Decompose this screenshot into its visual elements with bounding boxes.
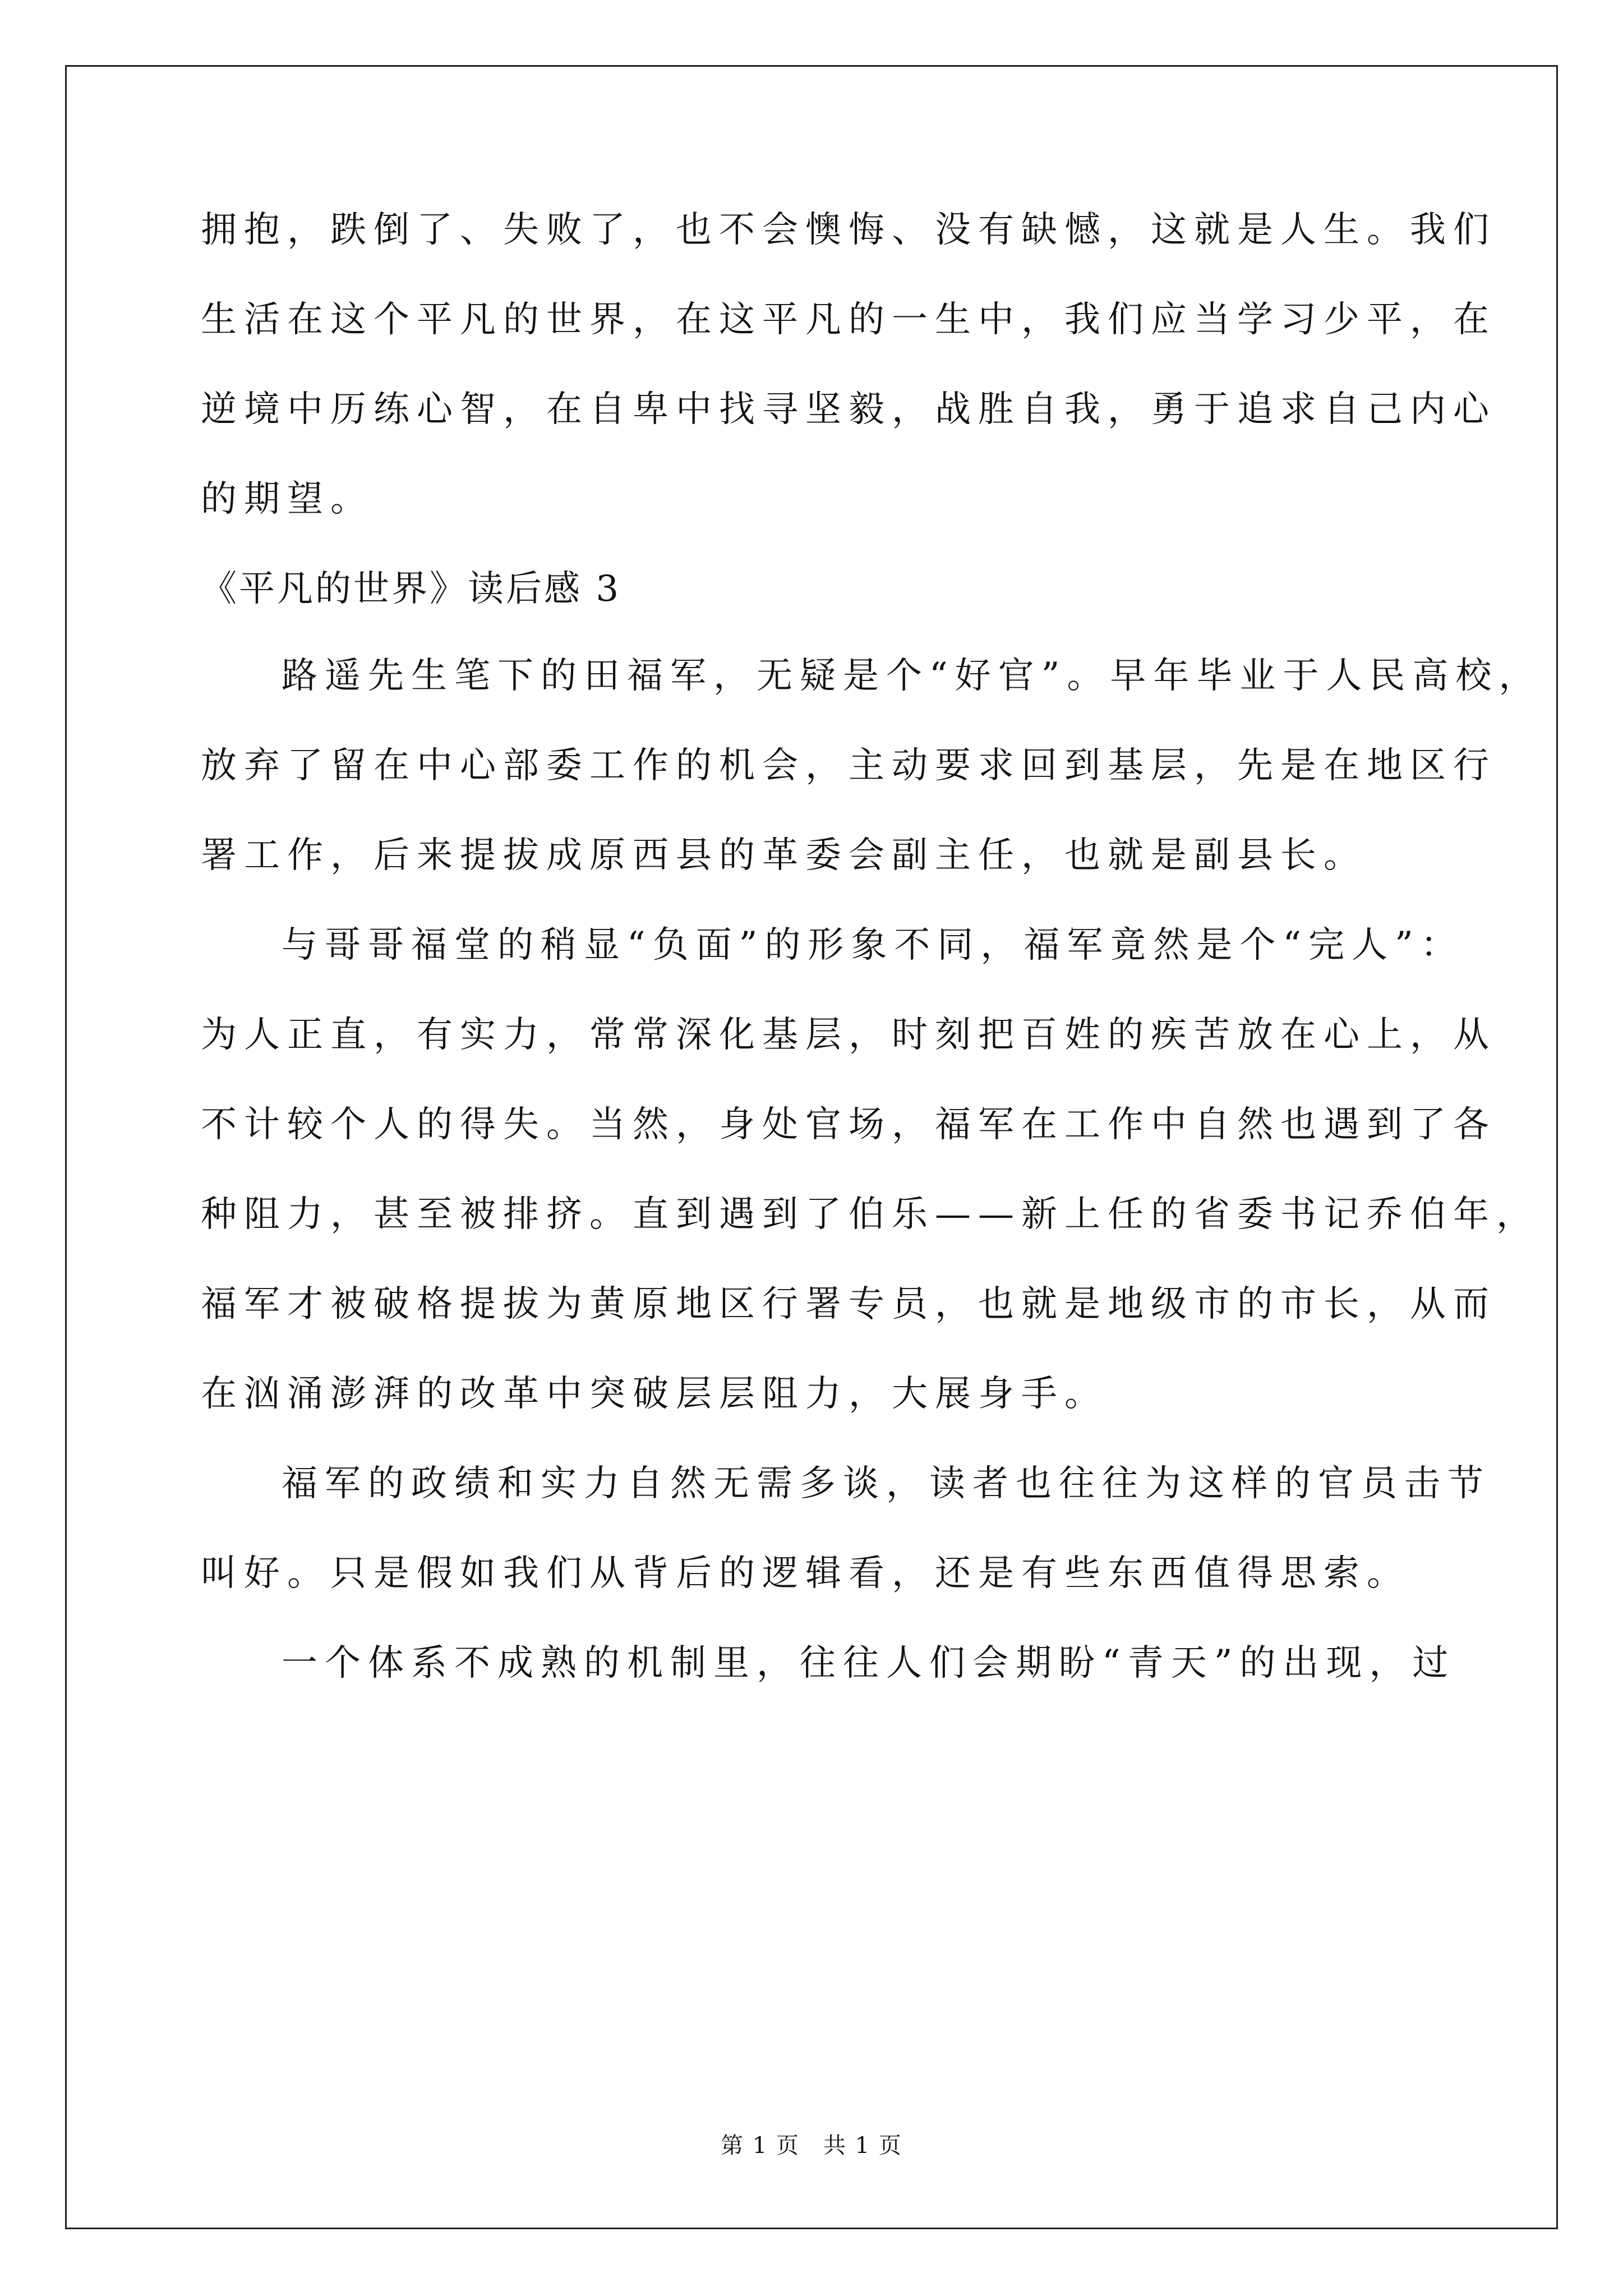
text-line: 为人正直，有实力，常常深化基层，时刻把百姓的疾苦放在心上，从 [201, 1014, 1496, 1056]
text-line: 福军的政绩和实力自然无需多谈，读者也往往为这样的官员击节 [282, 1463, 1491, 1504]
text-line: 路遥先生笔下的田福军，无疑是个“好官”。早年毕业于人民高校， [282, 655, 1542, 697]
text-line: 生活在这个平凡的世界，在这平凡的一生中，我们应当学习少平，在 [201, 299, 1496, 341]
text-line: 福军才被破格提拔为黄原地区行署专员，也就是地级市的市长，从而 [201, 1283, 1496, 1325]
text-line: 不计较个人的得失。当然，身处官场，福军在工作中自然也遇到了各 [201, 1104, 1496, 1145]
section-heading: 《平凡的世界》读后感 3 [201, 568, 621, 610]
text-line: 叫好。只是假如我们从背后的逻辑看，还是有些东西值得思索。 [201, 1553, 1410, 1594]
page-footer: 第 1 页 共 1 页 [721, 2133, 902, 2159]
text-line: 一个体系不成熟的机制里，往往人们会期盼“青天”的出现，过 [282, 1642, 1456, 1684]
text-line: 的期望。 [201, 478, 374, 520]
text-line: 与哥哥福堂的稍显“负面”的形象不同，福军竟然是个“完人”： [282, 924, 1464, 966]
text-line: 署工作，后来提拔成原西县的革委会副主任，也就是副县长。 [201, 835, 1367, 876]
text-line: 在汹涌澎湃的改革中突破层层阻力，大展身手。 [201, 1373, 1108, 1415]
text-line: 种阻力，甚至被排挤。直到遇到了伯乐——新上任的省委书记乔伯年， [201, 1194, 1539, 1235]
text-line: 逆境中历练心智，在自卑中找寻坚毅，战胜自我，勇于追求自己内心 [201, 389, 1496, 430]
text-line: 放弃了留在中心部委工作的机会，主动要求回到基层，先是在地区行 [201, 745, 1496, 786]
text-line: 拥抱，跌倒了、失败了，也不会懊悔、没有缺憾，这就是人生。我们 [201, 209, 1496, 251]
